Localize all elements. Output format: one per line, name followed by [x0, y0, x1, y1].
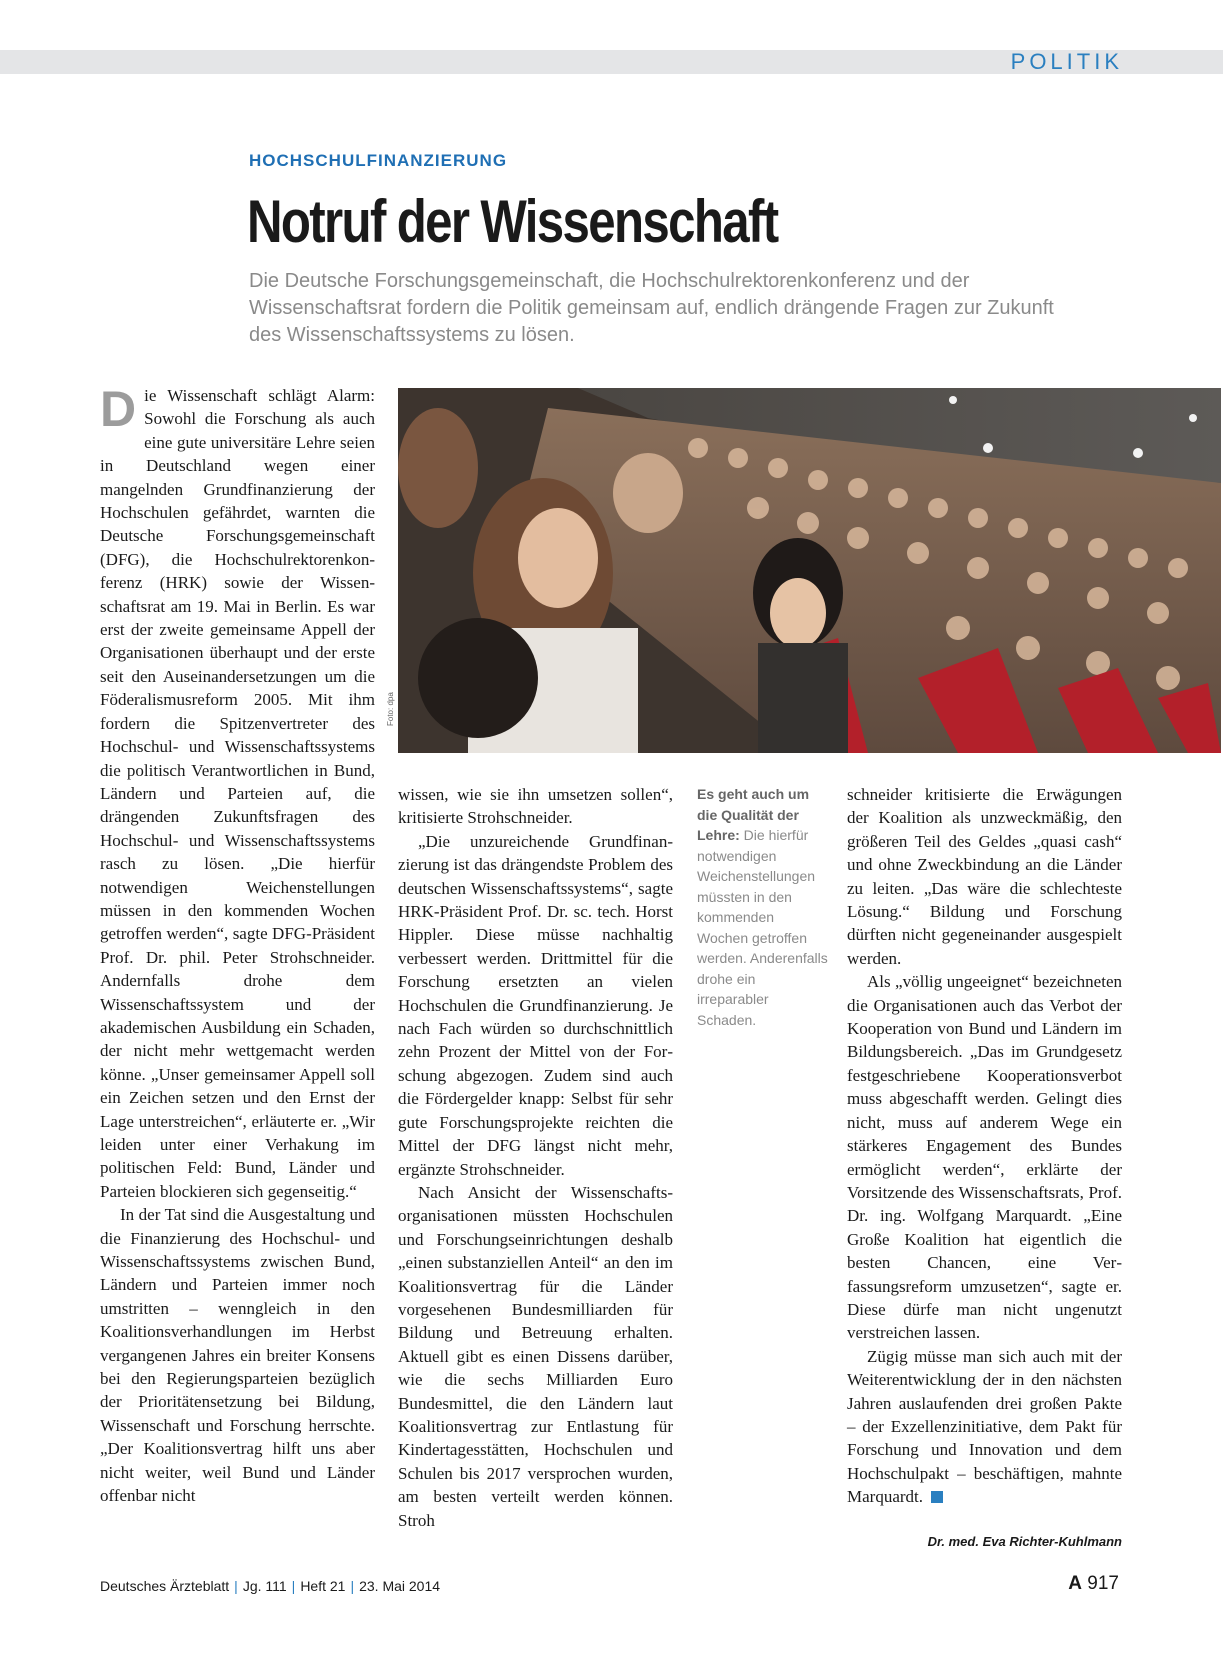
paragraph: „Die unzureichende Grundfinanzierung ist das drängendste Problem des deutschen Wissenschaftssystems“, sagte HRK-Präsident Prof. Dr. sc. tech. Horst Hippler. Diese müsse nachhaltig verbessert werden. Drittmittel für die Forschung ersetzten an vielen Hochschulen die Grundfinanzierung. Je nach Fach würden so durchschnittlich zehn Prozent der Mittel von der Forschung abgezogen. Zudem sind auch die Fördergelder knapp: Selbst für sehr gute Forschungsprojekte reichten die Mittel der DFG längst nicht mehr, ergänzte Strohschneider.: [398, 831, 673, 1179]
article-column-2: [398, 783, 673, 1532]
page-prefix: A: [1068, 1573, 1083, 1594]
section-label: POLITIK: [1010, 49, 1123, 74]
author-byline: Dr. med. Eva Richter-Kuhlmann: [927, 1534, 1122, 1549]
footer-separator: |: [234, 1578, 238, 1594]
lecture-hall-image: [398, 388, 1221, 753]
caption-text: Die hierfür notwendigen Weichenstellungen müssten in den kommenden Wochen getroffen werden. Anderenfalls drohe ein irreparabler Schaden.: [697, 827, 828, 1028]
footer-separator: |: [291, 1578, 296, 1594]
paragraph: wissen, wie sie ihn umsetzen sollen“, kritisierte Strohschneider.: [398, 785, 673, 828]
lecture-hall-photo: [398, 388, 1221, 753]
page-value: 917: [1087, 1573, 1119, 1594]
lead-paragraph: Die Deutsche Forschungsgemeinschaft, die Hochschulrektorenkonferenz und der Wissenschaftsrat fordern die Politik gemeinsam auf, endlich drängende Fragen zur Zukunft des Wissenschaftssystems zu lösen.: [249, 270, 1054, 346]
article-column-3: [847, 783, 1122, 1509]
volume: Jg. 111: [242, 1578, 287, 1594]
kicker: HOCHSCHULFINANZIERUNG: [249, 151, 508, 170]
caption-lead: Es geht auch um die Qualität der Lehre:: [697, 786, 810, 843]
paragraph: schneider kritisierte die Erwägungen der Koalition als unzweckmäßig, den größeren Teil des Geldes „quasi cash“ und ohne Zweckbindung an die Länder zu leiten. „Das wäre die schlechteste Lösung.“ Bildung und Forschung dürften nicht gegeneinander ausgespielt werden.: [847, 785, 1122, 968]
footer-separator: |: [350, 1578, 355, 1594]
paragraph: Zügig müsse man sich auch mit der Weiterentwicklung der in den nächsten Jahren auslaufenden drei großen Pakte – der Exzellenzinitiative, dem Pakt für Forschung und Innovation und dem Hochschulpakt – beschäftigen, mahnte Marquardt.: [847, 1346, 1122, 1507]
end-mark-icon: [931, 1491, 943, 1503]
photo-caption: [697, 784, 829, 1030]
paragraph: In der Tat sind die Ausgestaltung und die Finanzierung des Hochschul- und Wissenschaftssystems zwischen Bund, Ländern und Parteien immer noch umstritten – wenngleich in den Koalitionsverhandlungen im Herbst vergangenen Jahres ein breiter Konsens bei den Regierungsparteien bezüglich der Prioritätensetzung bei Bildung, Wissenschaft und Forschung herrschte. „Der Koalitionsvertrag hilft uns aber nicht weiter, weil Bund und Länder offenbar nicht: [100, 1205, 375, 1506]
footer: [100, 1578, 440, 1594]
issue: Heft 21: [300, 1578, 346, 1594]
journal-name: Deutsches Ärzteblatt: [100, 1578, 230, 1594]
article-column-1: [100, 381, 375, 1508]
headline: Notruf der Wissenschaft: [247, 188, 778, 255]
paragraph: Als „völlig ungeeignet“ bezeichneten die Organisationen auch das Verbot der Kooperation von Bund und Ländern im Bildungsbereich. „Das im Grundgesetz festgeschriebene Kooperationsverbot muss abgeschafft werden. Gelingt dies nicht, muss auf anderem Wege ein stärkeres Engagement des Bundes ermöglicht werden“, erklärte der Vorsitzende des Wissenschaftsrats, Prof. Dr. ing. Wolfgang Marquardt. „Eine Große Koalition hat eigentlich die besten Chancen, eine Verfassungsreform umzusetzen“, sagte er. Diese dürfe man nicht ungenutzt verstreichen lassen.: [847, 972, 1122, 1343]
photo-credit: Foto: dpa: [386, 692, 395, 726]
date: 23. Mai 2014: [359, 1578, 441, 1594]
paragraph: Nach Ansicht der Wissenschaftsorganisationen müssten Hochschulen und Forschungseinrichtungen deshalb „einen substanziellen Anteil“ an den im Koalitionsvertrag für die Länder vorgesehenen Bundesmilliarden für Bildung und Betreuung erhalten. Aktuell gibt es einen Dissens darüber, wie die sechs Milliarden Euro Bundesmittel, die den Ländern laut Koalitionsvertrag zur Entlastung für Kindertagesstätten, Hochschulen und Schulen bis 2017 versprochen wurden, am besten verteilt werden können. Stroh: [398, 1182, 673, 1530]
page-number: [1068, 1573, 1119, 1595]
drop-cap: D: [100, 381, 137, 437]
paragraph: ie Wissenschaft schlägt Alarm: Sowohl die Forschung als auch eine gute universitäre Lehre seien in Deutschland wegen einer mangelnden Grundfinanzierung der Hochschulen gefährdet, warnten die Deutsche Forschungsgemeinschaft (DFG), die Hochschulrektorenkonferenz (HRK) sowie der Wissenschaftsrat am 19. Mai in Berlin. Es war erst der zweite gemeinsame Appell der Organisationen überhaupt und der erste seit den Auseinandersetzungen um die Föderalismusreform 2005. Mit ihm fordern die Spitzenvertreter des Hochschul- und Wissenschaftssystems die politisch Verantwortlichen in Bund, Ländern und Parteien auf, die drängenden Zukunftsfragen des Hochschul- und Wissenschaftssystems rasch zu lösen. „Die hierfür notwendigen Weichenstellungen müssen in den kommenden Wochen getroffen werden“, sagte DFG-Präsident Prof. Dr. phil. Peter Strohschneider. Andernfalls drohe dem Wissenschaftssystem und der akademischen Ausbildung ein Schaden, der nicht mehr wettgemacht werden könne. „Unser gemeinsamer Appell soll ein Zeichen setzen und den Ernst der Lage unterstreichen“, erläuterte er. „Wir leiden unter einer Verhakung im politischen Feld: Bund, Länder und Parteien blockieren sich gegenseitig.“: [100, 386, 375, 1201]
